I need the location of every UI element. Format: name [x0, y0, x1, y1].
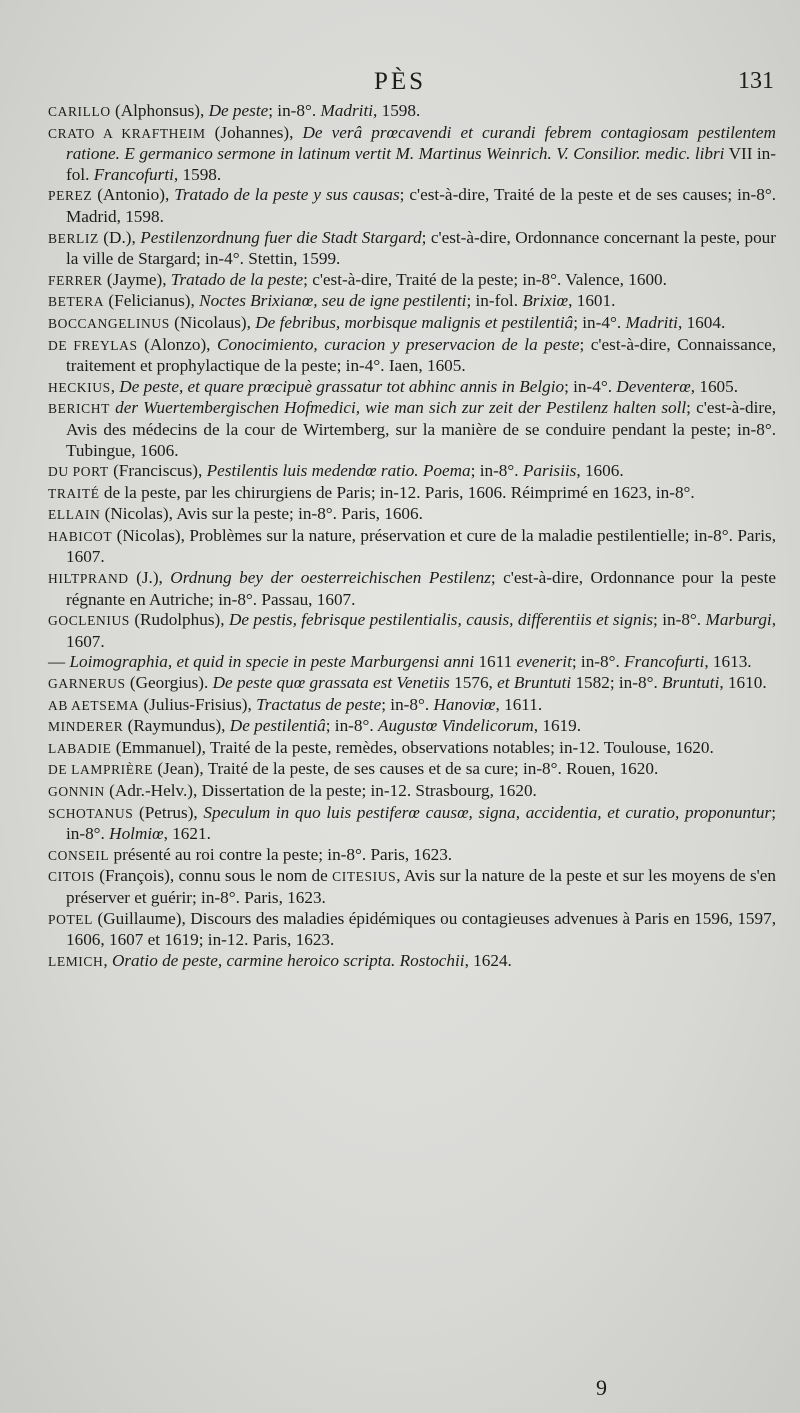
- entry-text: ; c'est-à-dire, Traité de la peste et de ses causes; in-8°. Madrid, 1598.: [66, 185, 776, 226]
- bibliography-entry: [48, 716, 776, 738]
- entry-text: de la peste, par les chirurgiens de Paris; in-12. Paris, 1606. Réimprimé en 1623, in-8°.: [99, 482, 695, 502]
- entry-text: ,: [110, 376, 120, 396]
- entry-text: , 1613.: [704, 652, 752, 672]
- entry-text: (Georgius).: [125, 673, 213, 693]
- entry-author: PEREZ: [48, 188, 93, 204]
- entry-author: LABADIE: [48, 740, 112, 756]
- bibliography-entry: [48, 291, 776, 313]
- entry-author: CITOIS: [48, 869, 95, 885]
- bibliography-entry: [48, 738, 776, 760]
- bibliography-entry: [48, 951, 776, 973]
- entry-text: (Jayme),: [102, 269, 171, 289]
- entry-text: , 1605.: [690, 376, 739, 396]
- entry-text: (Adr.-Helv.), Dissertation de la peste; in-12. Strasbourg, 1620.: [104, 781, 537, 800]
- entry-text: (Alphonsus),: [110, 101, 209, 120]
- bibliography-entry: [48, 185, 776, 227]
- entry-author: MINDERER: [48, 719, 124, 735]
- entry-title: Tractatus de peste: [256, 694, 382, 714]
- entry-text: VII in-fol.: [66, 144, 776, 184]
- entry-text: (J.),: [128, 568, 171, 588]
- entry-author: HECKIUS: [48, 379, 111, 395]
- entry-text: (Guillaume), Discours des maladies épidémiques ou contagieuses advenues à Paris en 1596, 1597, 1606, 1607 et 1619; in-12. Paris, 1623.: [66, 908, 776, 950]
- page-header: [0, 64, 800, 98]
- bibliography-entry: [48, 377, 776, 399]
- entry-author: POTEL: [48, 911, 93, 927]
- bibliography-entry: [48, 845, 776, 867]
- bibliography-entry: [48, 568, 776, 610]
- bibliography-entry: [48, 695, 776, 717]
- entry-title: Loimographia, et quid in specie in peste Marburgensi anni: [69, 652, 475, 672]
- bibliography-entry: [48, 610, 776, 652]
- entry-title: Tratado de la peste y sus causas: [174, 185, 400, 205]
- entry-text: 1611: [474, 652, 517, 672]
- bibliography-entry: [48, 461, 776, 483]
- entry-text: ; in-8°.: [571, 652, 625, 672]
- entry-text: , 1598.: [373, 101, 421, 120]
- entry-text: (Alonzo),: [137, 334, 217, 354]
- entry-title: De peste: [208, 101, 269, 120]
- entry-text: (Petrus),: [133, 802, 204, 822]
- entry-text: ; c'est-à-dire, Avis des médecins de la cour de Wirtemberg, sur la manière de se conduire pendant la peste; in-8°. Tubingue, 1606.: [66, 398, 777, 460]
- bibliography-entry: [48, 270, 776, 292]
- entry-title: Ordnung bey der oesterreichischen Pestilenz: [170, 568, 491, 588]
- entry-title: Deventerœ: [616, 376, 691, 396]
- entry-title: Francofurti: [624, 652, 705, 672]
- entry-text: (Nicolaus),: [169, 312, 256, 332]
- entry-text: , 1601.: [568, 291, 616, 311]
- entry-author: GARNERUS: [48, 676, 126, 692]
- entry-author: ELLAIN: [48, 507, 101, 523]
- entry-text: ; c'est-à-dire, Ordonnance pour la peste régnante en Autriche; in-8°. Passau, 1607.: [66, 568, 777, 609]
- entry-text: (Nicolas), Problèmes sur la nature, préservation et cure de la maladie pestilentielle; in-8°. Paris, 1607.: [66, 525, 776, 567]
- entry-title: De febribus, morbisque malignis et pestilentiâ: [255, 312, 574, 332]
- entry-title: De peste, et quare prœcipuè grassatur tot abhinc annis in Belgio: [119, 376, 565, 396]
- entry-title: De pestilentiâ: [229, 716, 326, 736]
- entry-text: (D.),: [98, 227, 141, 247]
- entry-text: , Avis sur la nature de la peste et sur les moyens de s'en préserver et guérir; in-8°. Paris, 1623.: [66, 866, 776, 907]
- entry-text: ; in-8°.: [268, 101, 321, 120]
- entry-title: Francofurti: [93, 164, 174, 184]
- entry-title: Tratado de la peste: [170, 269, 304, 289]
- entry-text: (Johannes),: [205, 122, 303, 142]
- entry-text: ; c'est-à-dire, Connaissance, traitement et prophylactique de la peste; in-4°. Iaen, 1605.: [66, 334, 777, 376]
- entry-text: (Rudolphus),: [129, 610, 229, 630]
- entry-text: ; in-8°.: [66, 802, 776, 844]
- entry-text: , 1610.: [719, 673, 767, 693]
- entry-author: DU PORT: [48, 464, 109, 480]
- entry-author: BOCCANGELINUS: [48, 315, 170, 331]
- entry-title: Madriti: [320, 101, 373, 120]
- entry-text: ; in-8°.: [653, 610, 706, 630]
- entry-text: , 1611.: [495, 694, 543, 714]
- page-number: 131: [738, 68, 774, 94]
- bibliography-entry: [48, 101, 776, 123]
- entry-author: CRATO A KRAFTHEIM: [48, 125, 206, 141]
- entry-author: AB AETSEMA: [48, 697, 140, 713]
- entry-author: CARILLO: [48, 104, 111, 119]
- entry-text: (François), connu sous le nom de: [94, 866, 333, 886]
- entry-title: Brixiœ: [522, 291, 569, 311]
- entry-author: FERRER: [48, 272, 103, 288]
- entry-title: Conocimiento, curacion y preservacion de la peste: [216, 334, 580, 354]
- entry-text: , 1619.: [533, 716, 582, 736]
- entry-title: Oratio de peste, carmine heroico scripta. Rostochii: [111, 950, 465, 970]
- entry-text: 1576,: [449, 673, 498, 693]
- entry-author: BETERA: [48, 294, 105, 310]
- entry-title: Marburgi: [705, 610, 772, 630]
- entry-text: ; in-8°.: [470, 461, 523, 481]
- entry-title: De peste quœ grassata est Venetiis: [212, 673, 450, 693]
- entry-text: ; in-4°.: [573, 312, 626, 332]
- entry-title: Pestilentis luis medendœ ratio. Poema: [206, 461, 471, 481]
- entry-title: Parisiis: [522, 461, 577, 481]
- bibliography-entry: [48, 123, 776, 186]
- entry-title: et Bruntuti: [497, 673, 572, 693]
- entry-author: SCHOTANUS: [48, 805, 134, 821]
- entry-author: BERLIZ: [48, 230, 99, 246]
- entry-title: De verâ prœcavendi et curandi febrem contagiosam pestilentem ratione. E germanico sermone in latinum vertit M. Martinus Weinrich. V. Consilior. medic. libri: [66, 122, 776, 164]
- bibliography-entry: [48, 335, 776, 377]
- entry-text: , 1624.: [464, 950, 512, 970]
- bibliography-entry: [48, 228, 776, 270]
- entry-title: Hanoviœ: [433, 694, 496, 714]
- entry-text: , 1598.: [173, 164, 222, 184]
- entry-text: , 1621.: [163, 824, 211, 844]
- entry-author: LEMICH: [48, 953, 104, 969]
- entry-text: (Raymundus),: [123, 716, 230, 736]
- entry-text: (Julius-Frisius),: [139, 694, 257, 714]
- bibliography-entry: [48, 909, 776, 951]
- entry-author: CONSEIL: [48, 847, 110, 863]
- entry-text: ; in-fol.: [466, 291, 523, 311]
- bibliography-entry: [48, 313, 776, 335]
- entry-author: BERICHT: [48, 401, 110, 417]
- bibliography-entry: [48, 504, 776, 526]
- bibliography-entry: [48, 398, 776, 461]
- bibliography-entry: [48, 483, 776, 505]
- entry-text: , 1606.: [576, 461, 624, 481]
- bibliography-list: [48, 101, 776, 972]
- entry-author: CITESIUS: [332, 869, 397, 885]
- entry-title: Augustœ Vindelicorum: [377, 716, 534, 736]
- entry-text: ,: [103, 950, 112, 970]
- entry-text: (Jean), Traité de la peste, de ses causes et de sa cure; in-8°. Rouen, 1620.: [153, 759, 659, 779]
- bibliography-entry: [48, 526, 776, 568]
- entry-title: der Wuertembergischen Hofmedici, wie man sich zur zeit der Pestilenz halten soll: [115, 398, 687, 418]
- entry-text: ; c'est-à-dire, Traité de la peste; in-8°. Valence, 1600.: [303, 269, 667, 289]
- entry-text: ; c'est-à-dire, Ordonnance concernant la peste, pour la ville de Stargard; in-4°. Stettin, 1599.: [66, 227, 776, 269]
- entry-title: De pestis, febrisque pestilentialis, causis, differentiis et signis: [228, 610, 654, 630]
- entry-text: (Nicolas), Avis sur la peste; in-8°. Paris, 1606.: [100, 504, 423, 524]
- bibliography-entry: [48, 673, 776, 695]
- entry-title: Noctes Brixianœ, seu de igne pestilenti: [199, 291, 467, 311]
- bibliography-entry: [48, 759, 776, 781]
- entry-title: evenerit: [516, 652, 572, 672]
- entry-text: (Felicianus),: [104, 291, 200, 311]
- entry-author: GONNIN: [48, 784, 105, 799]
- entry-text: (Emmanuel), Traité de la peste, remèdes, observations notables; in-12. Toulouse, 1620.: [111, 737, 714, 757]
- entry-text: (Franciscus),: [108, 461, 207, 481]
- entry-text: , 1604.: [677, 312, 726, 332]
- entry-author: DE FREYLAS: [48, 337, 138, 353]
- bibliography-entry: [48, 652, 776, 673]
- entry-text: ; in-4°.: [564, 376, 617, 396]
- entry-text: (Antonio),: [92, 185, 175, 205]
- signature-mark: 9: [596, 1375, 607, 1400]
- bibliography-entry: [48, 781, 776, 803]
- entry-title: Bruntuti: [662, 673, 720, 693]
- entry-title: Pestilenzordnung fuer die Stadt Stargard: [140, 227, 422, 247]
- entry-author: HABICOT: [48, 528, 113, 544]
- entry-title: Madriti: [625, 312, 678, 332]
- entry-text: 1582; in-8°.: [571, 673, 663, 693]
- entry-author: TRAITÉ: [48, 485, 100, 501]
- entry-author: GOCLENIUS: [48, 613, 130, 629]
- entry-text: —: [48, 652, 70, 672]
- bibliography-entry: [48, 866, 776, 908]
- entry-text: , 1607.: [66, 610, 777, 651]
- entry-text: présenté au roi contre la peste; in-8°. Paris, 1623.: [109, 844, 453, 864]
- entry-title: Holmiœ: [109, 824, 164, 844]
- entry-title: Speculum in quo luis pestiferœ causœ, signa, accidentia, et curatio, proponuntur: [203, 802, 772, 822]
- entry-text: ; in-8°.: [381, 694, 434, 714]
- entry-author: HILTPRAND: [48, 571, 129, 587]
- bibliography-entry: [48, 803, 776, 845]
- entry-text: ; in-8°.: [325, 716, 378, 736]
- running-head: PÈS: [373, 68, 427, 95]
- entry-author: DE LAMPRIÈRE: [48, 762, 154, 778]
